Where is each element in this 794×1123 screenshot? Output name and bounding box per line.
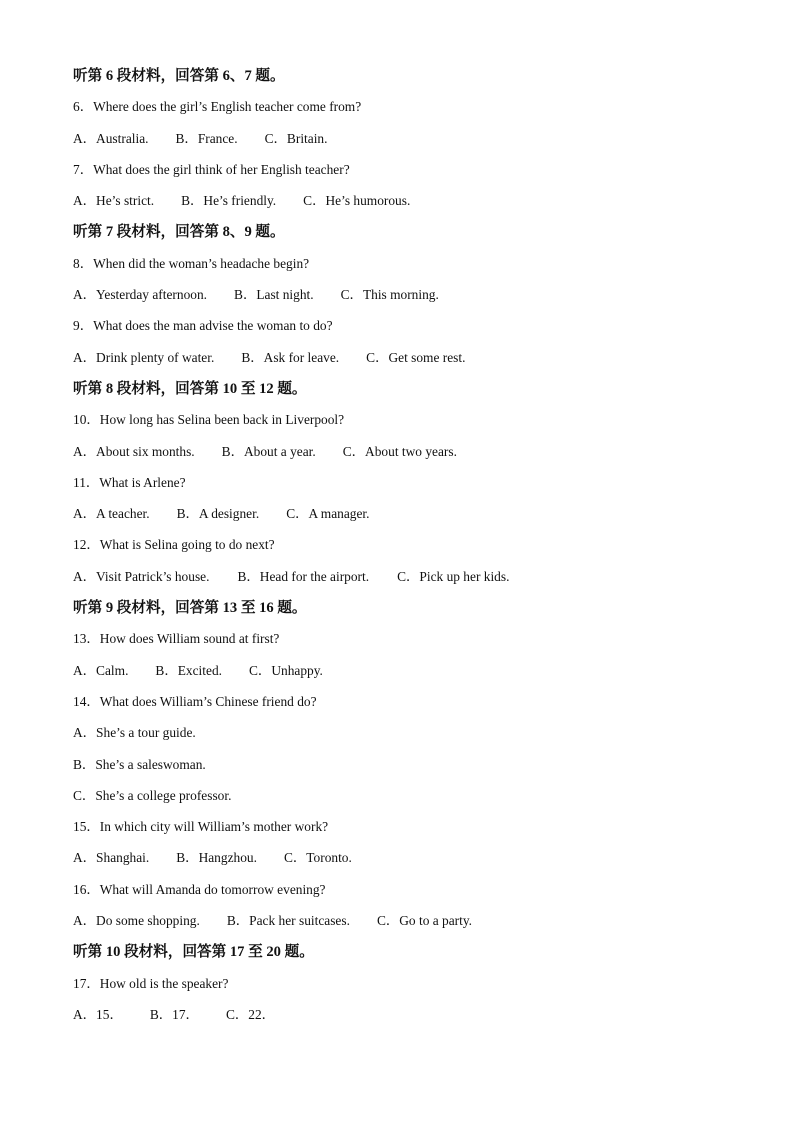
option-b: B．Last night. (234, 287, 314, 303)
question-stem: 16．What will Amanda do tomorrow evening? (73, 881, 326, 897)
question-options (73, 283, 753, 314)
question-options (73, 846, 753, 877)
option-a: A．A teacher. (73, 506, 150, 522)
question-stem: 11．What is Arlene? (73, 474, 186, 490)
option-a: A．Yesterday afternoon. (73, 287, 208, 303)
question-stem: 7．What does the girl think of her English teacher? (73, 161, 350, 177)
option-c: C．Britain. (264, 130, 328, 146)
option-b: B．Head for the airport. (237, 568, 370, 584)
option-b: B．Excited. (155, 662, 222, 678)
option-a: A．She’s a tour guide. (73, 725, 196, 741)
question-stem: 13．How does William sound at first? (73, 631, 280, 647)
option-b: B．Pack her suitcases. (226, 913, 350, 929)
option-b: B．A designer. (176, 506, 260, 522)
option-b: B．She’s a saleswoman. (73, 756, 206, 772)
option-a: A．Calm. (73, 662, 129, 678)
option-a: A．Visit Patrick’s house. (73, 568, 210, 584)
option-c: C．22． (225, 1006, 276, 1022)
option-b: B．He’s friendly. (181, 193, 277, 209)
question-stem: 8．When did the woman’s headache begin? (73, 255, 310, 271)
option-c: C．A manager. (286, 506, 370, 522)
option-c: C．This morning. (340, 287, 439, 303)
option-c: C．Toronto. (283, 850, 352, 866)
question-options (73, 659, 753, 690)
section-heading: 听第 10 段材料，回答第 17 至 20 题。 (73, 944, 314, 961)
question-options (73, 346, 753, 377)
option-c: C．She’s a college professor. (73, 787, 232, 803)
option-c: C．Get some rest. (366, 349, 466, 365)
question-stem: 6．Where does the girl’s English teacher come from? (73, 99, 362, 115)
section-heading: 听第 7 段材料，回答第 8、9 题。 (73, 224, 285, 241)
option-c: C．Unhappy. (249, 662, 323, 678)
option-b: B．About a year. (221, 443, 316, 459)
option-c: C．He’s humorous. (303, 193, 411, 209)
question-options (73, 565, 753, 596)
option-c: C．Pick up her kids. (397, 568, 510, 584)
section-heading: 听第 8 段材料，回答第 10 至 12 题。 (73, 380, 307, 397)
option-a: A．Drink plenty of water. (73, 349, 215, 365)
option-b: B．Hangzhou. (176, 850, 257, 866)
option-b: B．France. (175, 130, 238, 146)
question-stem: 12．What is Selina going to do next? (73, 537, 275, 553)
option-a: A．Australia. (73, 130, 149, 146)
exam-document (73, 64, 753, 1034)
option-c: C．Go to a party. (376, 913, 473, 929)
question-stem: 17．How old is the speaker? (73, 975, 229, 991)
section-heading: 听第 6 段材料，回答第 6、7 题。 (73, 68, 285, 84)
option-a: A．He’s strict. (73, 193, 155, 209)
question-stem: 15．In which city will William’s mother work? (73, 819, 329, 835)
question-stem: 14．What does William’s Chinese friend do? (73, 693, 317, 709)
question-stem: 10．How long has Selina been back in Liverpool? (73, 412, 345, 428)
question-options (73, 189, 753, 220)
option-c: C．About two years. (342, 443, 457, 459)
option-a: A．15． (73, 1006, 123, 1022)
question-options (73, 1003, 753, 1034)
option-a: A．Do some shopping. (73, 913, 200, 929)
question-stem: 9．What does the man advise the woman to do? (73, 318, 333, 334)
option-a: A．Shanghai. (73, 850, 150, 866)
option-b: B．17． (149, 1006, 199, 1022)
question-options (73, 127, 753, 158)
section-heading: 听第 9 段材料，回答第 13 至 16 题。 (73, 600, 307, 617)
question-options (73, 909, 753, 940)
question-options (73, 440, 753, 471)
option-a: A．About six months. (73, 443, 195, 459)
question-options (73, 502, 753, 533)
option-b: B．Ask for leave. (241, 349, 340, 365)
